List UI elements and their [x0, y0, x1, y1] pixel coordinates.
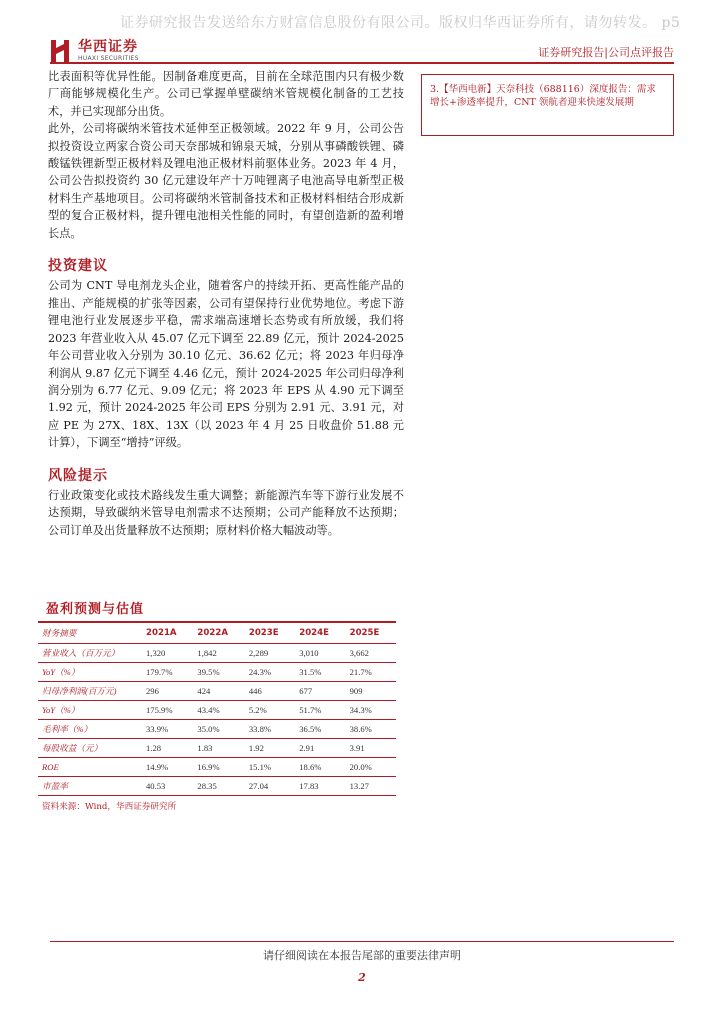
table-row-label: 每股收益（元） [38, 738, 142, 757]
table-cell: 40.53 [142, 776, 193, 795]
main-content [48, 68, 404, 539]
watermark-text: 证券研究报告发送给东方财富信息股份有限公司。版权归华西证券所有，请勿转发。 p5 [120, 15, 681, 31]
table-cell: 1.28 [142, 738, 193, 757]
table-row [38, 738, 396, 757]
earnings-forecast-table [38, 623, 396, 796]
table-cell: 1,842 [193, 643, 244, 662]
table-row-label: 市盈率 [38, 776, 142, 795]
table-cell: 24.3% [245, 662, 295, 681]
table-row [38, 719, 396, 738]
table-cell: 33.9% [142, 719, 193, 738]
table-cell: 16.9% [193, 757, 244, 776]
report-type-label: 证券研究报告|公司点评报告 [538, 46, 674, 59]
table-row [38, 757, 396, 776]
legal-disclaimer-notice: 请仔细阅读在本报告尾部的重要法律声明 [263, 949, 461, 962]
table-cell: 33.8% [245, 719, 295, 738]
table-cell: 34.3% [346, 700, 396, 719]
table-row-label: 毛利率（%） [38, 719, 142, 738]
header-divider [50, 62, 674, 64]
table-row-label: 营业收入（百万元） [38, 643, 142, 662]
invest-suggestion-text: 公司为 CNT 导电剂龙头企业，随着客户的持续开拓、更高性能产品的推出、产能规模的扩张等因素，公司有望保持行业优势地位。考虑下游锂电池行业发展逐步平稳，需求端高速增长态势或有所放缓，我们将 2023 年营业收入从 45.07 亿元下调至 22.89 亿元，预计 2024-2025 年公司营业收入分别为 30.10 亿元、36.62 亿元；将 2023 年归母净利润从 9.87 亿元下调至 4.46 亿元，预计 2024-2025 年公司归母净利润分别为 6.77 亿元、9.09 亿元；将 2023 年 EPS 从 4.90 元下调至 1.92 元，预计 2024-2025 年公司 EPS 分别为 2.91 元、3.91 元，对应 PE 为 27X、18X、13X（以 2023 年 4 月 25 日收盘价 51.88 元计算），下调至“增持”评级。 [48, 279, 404, 450]
huaxi-logo-icon [50, 38, 72, 64]
related-report-link[interactable]: 3.【华西电新】天奈科技（688116）深度报告：需求增长+渗透率提升，CNT 领航者迎来快速发展期 [430, 84, 656, 108]
table-header-cell: 2022A [193, 623, 244, 643]
table-cell: 14.9% [142, 757, 193, 776]
table-header-cell: 财务摘要 [38, 623, 142, 643]
table-cell: 21.7% [346, 662, 396, 681]
table-header-row [38, 623, 396, 643]
page-number: 2 [358, 971, 366, 984]
table-cell: 677 [295, 681, 345, 700]
table-cell: 5.2% [245, 700, 295, 719]
table-cell: 20.0% [346, 757, 396, 776]
table-cell: 51.7% [295, 700, 345, 719]
table-cell: 35.0% [193, 719, 244, 738]
body-paragraph: 此外，公司将碳纳米管技术延伸至正极领域。2022 年 9 月，公司公告拟投资设立两家合资公司天奈郚城和锦泉天城，分别从事磷酸铁锂、磷酸锰铁锂新型正极材料及锂电池正极材料前驱体业务。2023 年 4 月，公司公告拟投资约 30 亿元建设年产十万吨锂离子电池高导电新型正极材料生产基地项目。公司将碳纳米管制备技术和正极材料相结合形成新型的复合正极材料，提升锂电池相关性能的同时，有望创造新的盈利增长点。 [48, 122, 404, 240]
table-source-note: 资料来源：Wind，华西证券研究所 [42, 801, 177, 812]
earnings-forecast-title: 盈利预测与估值 [38, 598, 396, 623]
table-cell: 18.6% [295, 757, 345, 776]
risk-warning-text: 行业政策变化或技术路线发生重大调整；新能源汽车等下游行业发展不达预期，导致碳纳米管导电剂需求不达预期；公司产能释放不达预期；公司订单及出货量释放不达预期；原材料价格大幅波动等。 [48, 488, 404, 537]
table-cell: 39.5% [193, 662, 244, 681]
table-row [38, 643, 396, 662]
table-cell: 17.83 [295, 776, 345, 795]
table-row-label: YoY（%） [38, 662, 142, 681]
table-cell: 175.9% [142, 700, 193, 719]
table-row-label: 归母净利润(百万元) [38, 681, 142, 700]
table-row-label: ROE [38, 757, 142, 776]
table-cell: 179.7% [142, 662, 193, 681]
table-cell: 3.91 [346, 738, 396, 757]
logo-chinese-name: 华西证券 [78, 38, 138, 55]
huaxi-logo [50, 38, 139, 64]
table-cell: 28.35 [193, 776, 244, 795]
risk-warning-heading: 风险提示 [48, 467, 108, 484]
table-cell: 36.5% [295, 719, 345, 738]
table-cell: 296 [142, 681, 193, 700]
table-cell: 15.1% [245, 757, 295, 776]
table-row-label: YoY（%） [38, 700, 142, 719]
related-report-box[interactable] [421, 74, 674, 136]
table-row [38, 662, 396, 681]
table-cell: 446 [245, 681, 295, 700]
table-header-cell: 2023E [245, 623, 295, 643]
table-header-cell: 2021A [142, 623, 193, 643]
earnings-forecast-section [38, 598, 396, 812]
table-cell: 2,289 [245, 643, 295, 662]
table-cell: 43.4% [193, 700, 244, 719]
invest-suggestion-heading: 投资建议 [48, 258, 108, 275]
table-cell: 13.27 [346, 776, 396, 795]
table-cell: 909 [346, 681, 396, 700]
table-cell: 424 [193, 681, 244, 700]
table-cell: 2.91 [295, 738, 345, 757]
table-cell: 38.6% [346, 719, 396, 738]
table-cell: 1.83 [193, 738, 244, 757]
table-cell: 1,320 [142, 643, 193, 662]
table-header-cell: 2024E [295, 623, 345, 643]
table-cell: 3,010 [295, 643, 345, 662]
table-row [38, 700, 396, 719]
table-header-cell: 2025E [346, 623, 396, 643]
table-cell: 3,662 [346, 643, 396, 662]
logo-english-name: HUAXI SECURITIES [78, 54, 139, 62]
table-cell: 31.5% [295, 662, 345, 681]
table-cell: 1.92 [245, 738, 295, 757]
footer-divider [50, 941, 674, 942]
body-paragraph: 比表面积等优异性能。因制备难度更高，目前在全球范围内只有极少数厂商能够规模化生产。公司已掌握单壁碳纳米管规模化制备的工艺技术，并已实现部分出货。 [48, 70, 404, 118]
table-cell: 27.04 [245, 776, 295, 795]
table-row [38, 776, 396, 795]
table-row [38, 681, 396, 700]
